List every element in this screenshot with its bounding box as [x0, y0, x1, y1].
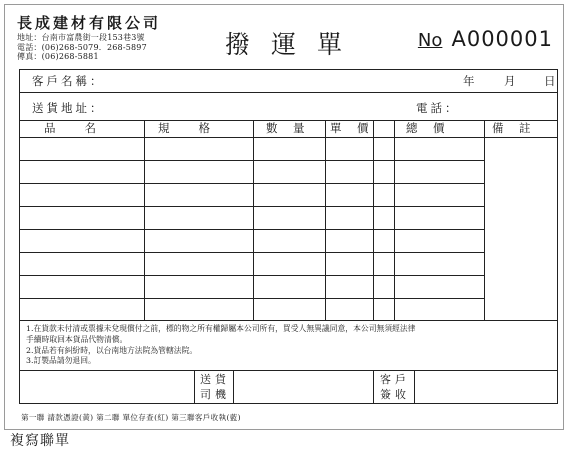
driver-signature-label: 送貨司機 [200, 373, 230, 401]
sig-divider [414, 370, 415, 403]
column-divider [484, 120, 485, 320]
sig-divider [194, 370, 195, 403]
customer-name-label: 客戶名稱： [32, 74, 105, 88]
header-unit-price: 單 價 [330, 121, 371, 135]
item-row-line [20, 206, 484, 207]
phone-label: 電話： [416, 101, 460, 115]
customer-signature-label: 客戶簽收 [380, 373, 410, 401]
row-divider [20, 320, 557, 321]
table-header-row [20, 120, 557, 137]
row-divider [20, 92, 557, 93]
delivery-address-label: 送貨地址： [32, 101, 105, 115]
serial-number-block [418, 27, 553, 51]
date-year-label: 年 [463, 74, 478, 88]
item-row-line [20, 183, 484, 184]
header-spec: 規 格 [158, 121, 212, 135]
company-phone: 電話：(06)268-5079．268-5897 [17, 42, 147, 52]
column-divider [373, 120, 374, 320]
header-total-price: 總 價 [406, 121, 447, 135]
company-name: 長成建材有限公司 [17, 14, 162, 32]
terms-notes [26, 324, 415, 367]
company-header [17, 12, 161, 62]
sig-divider [233, 370, 234, 403]
column-divider [144, 120, 145, 320]
item-row-line [20, 298, 484, 299]
form-table-box [19, 69, 558, 404]
delivery-form-sheet [4, 4, 564, 430]
item-row-line [20, 252, 484, 253]
note-line: 1.在貨款未付清或票據未兌現償付之前，標的物之所有權歸屬本公司所有，買受人無異議同意，本公司無須經法律 [26, 324, 416, 333]
date-month-label: 月 [504, 74, 519, 88]
header-remarks: 備 註 [492, 121, 533, 135]
item-row-line [20, 160, 484, 161]
column-divider [253, 120, 254, 320]
company-fax: 傳真：(06)268-5881 [17, 52, 99, 61]
header-quantity: 數 量 [266, 121, 307, 135]
item-row-line [20, 229, 484, 230]
serial-number: A000001 [451, 27, 553, 51]
date-day-label: 日 [544, 74, 559, 88]
column-divider [394, 120, 395, 320]
copy-legend: 第一聯 請款憑證(黃) 第二聯 單位存查(紅) 第三聯客戶收執(藍) [21, 413, 241, 422]
column-divider [325, 120, 326, 320]
image-caption: 複寫聯單 [10, 433, 70, 449]
form-title: 撥運單 [225, 30, 364, 59]
item-row-line [20, 137, 557, 138]
header-item-name: 品 名 [44, 121, 98, 135]
note-line: 2.貨品若有糾紛時，以台南地方法院為管轄法院。 [26, 345, 198, 355]
item-row-line [20, 275, 484, 276]
company-address: 地址：台南市富農街一段153巷3號 [17, 33, 145, 42]
note-line: 手續時取回本貨品代物清償。 [26, 334, 128, 344]
note-line: 3.訂製品請勿退回。 [26, 356, 96, 366]
row-divider [20, 370, 557, 371]
sig-divider [373, 370, 374, 403]
serial-prefix: No [417, 30, 443, 51]
